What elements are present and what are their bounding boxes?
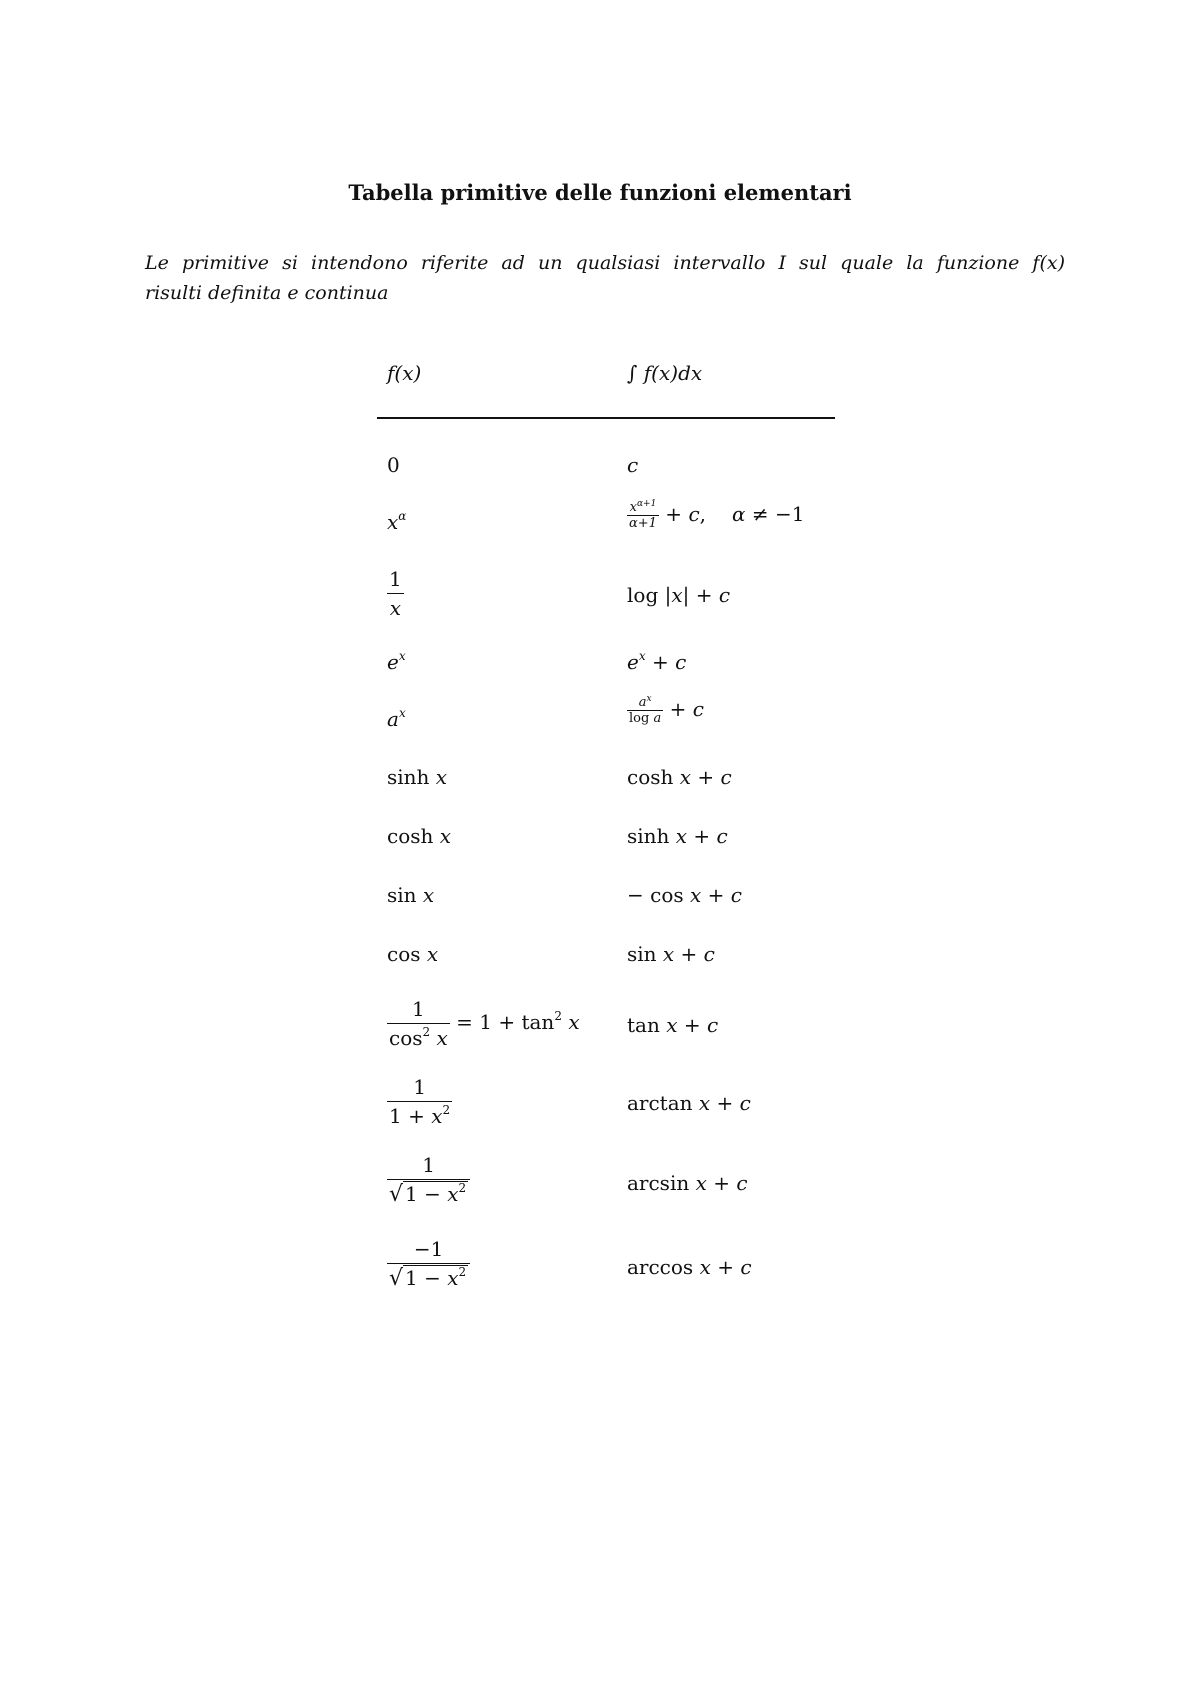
header-integral: ∫ f(x)dx xyxy=(627,361,703,385)
intro-line-2: risulti definita e continua xyxy=(145,282,389,304)
intro-paragraph xyxy=(145,248,1065,308)
primitive-cell: $e^x + c$ xyxy=(627,649,687,674)
primitive-cell: sin x + c xyxy=(627,942,715,966)
primitive-cell: $\frac{x^{\alpha+1}}{\alpha+1}$ + c, α ≠ −1 xyxy=(629,499,805,531)
function-cell: $\frac{1}{1 + x^2}$ xyxy=(389,1075,451,1128)
function-cell: $e^x$ xyxy=(387,649,406,674)
function-cell: 0 xyxy=(387,453,400,477)
function-cell: $\frac{-1}{√ 1 - x^2}$ xyxy=(387,1235,470,1293)
page-title: Tabella primitive delle funzioni elementari xyxy=(348,180,852,205)
function-cell: sin x xyxy=(387,883,435,907)
primitives-table xyxy=(377,355,835,1291)
function-cell: cosh x xyxy=(387,824,452,848)
primitive-cell: log |x| + c xyxy=(627,583,731,607)
table-header xyxy=(377,355,835,427)
primitive-cell: cosh x + c xyxy=(627,765,732,789)
header-rule xyxy=(377,417,835,419)
intro-line-1: Le primitive si intendono riferite ad un qualsiasi intervallo I sul quale la funzione f(x) xyxy=(145,252,1065,274)
primitive-cell: − cos x + c xyxy=(627,883,742,907)
function-cell: $x^\alpha$ xyxy=(387,509,407,534)
function-cell: $\frac{1}{x}$ xyxy=(389,567,402,620)
primitive-cell: tan x + c xyxy=(627,1013,719,1037)
primitive-cell: arctan x + c xyxy=(627,1091,751,1115)
function-cell: $\frac{1}{√ 1 - x^2}$ xyxy=(387,1151,470,1209)
primitive-cell: arcsin x + c xyxy=(627,1171,748,1195)
function-cell: sinh x xyxy=(387,765,448,789)
header-function: f(x) xyxy=(387,361,422,385)
primitive-cell: arccos x + c xyxy=(627,1255,752,1279)
function-cell: $\frac{1}{\cos^2 x}$ = $1 + \tan^2 x$ xyxy=(389,997,580,1050)
primitive-cell: sinh x + c xyxy=(627,824,728,848)
function-cell: cos x xyxy=(387,942,439,966)
function-cell: $a^x$ xyxy=(387,706,406,731)
primitive-cell: c xyxy=(627,453,639,477)
primitive-cell: $\frac{a^x}{\text{log a}}$ + c xyxy=(629,694,704,726)
